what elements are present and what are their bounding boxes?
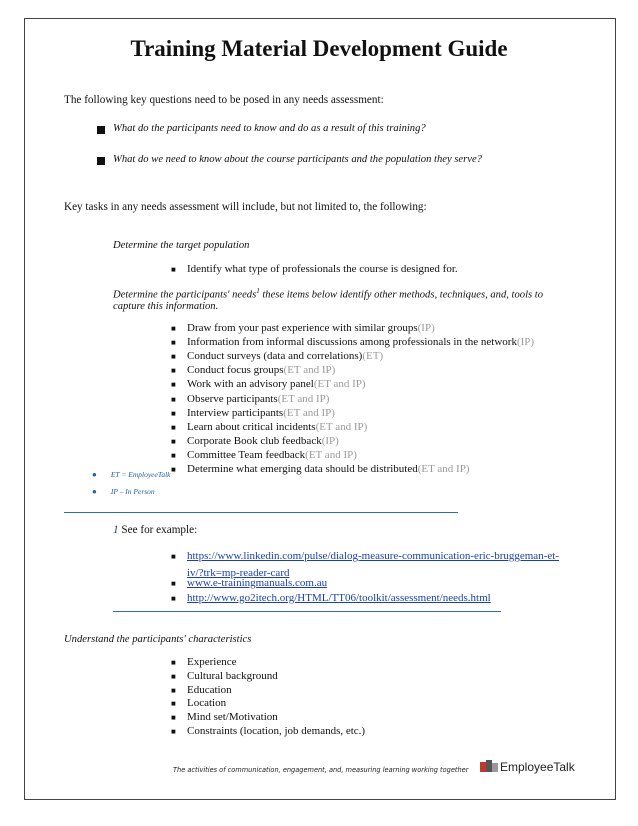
list-item (171, 463, 469, 475)
legend-text: IP – In Person (110, 487, 155, 496)
employeetalk-logo-icon (480, 760, 498, 774)
characteristics-heading: Understand the participants' characteristics (64, 634, 252, 645)
list-item-text: Work with an advisory panel (187, 378, 314, 391)
dot-bullet-icon: ● (92, 470, 97, 479)
method-tag: (IP) (516, 336, 535, 349)
needs-heading-a: Determine the participants' needs (113, 289, 257, 301)
list-item (171, 378, 366, 390)
list-item (171, 725, 365, 737)
go2itech-link[interactable]: http://www.go2itech.org/HTML/TT06/toolkit/assessment/needs.html (187, 592, 491, 604)
page-title: Training Material Development Guide (130, 36, 508, 61)
list-item (171, 449, 357, 461)
list-item (171, 697, 226, 709)
question-2: What do we need to know about the course participants and the population they serve? (113, 154, 482, 165)
method-tag: (ET) (362, 350, 384, 363)
list-item-text: Location (187, 697, 227, 710)
list-item (171, 421, 367, 433)
list-item-text: Identify what type of professionals the course is designed for. (187, 263, 458, 275)
list-item (171, 350, 383, 362)
list-item (171, 435, 339, 447)
link-item[interactable] (171, 577, 327, 589)
list-item (171, 364, 335, 376)
list-item-text: Mind set/Motivation (187, 711, 278, 724)
footnote-label (113, 524, 197, 536)
list-item-text: Experience (187, 656, 237, 668)
square-bullet-icon: ■ (171, 352, 176, 362)
divider-rule (64, 512, 458, 513)
legend-item (92, 481, 155, 499)
method-tag: (IP) (321, 434, 339, 447)
square-bullet-icon: ■ (171, 699, 176, 709)
square-bullet-icon (97, 157, 105, 165)
list-item-text: Constraints (location, job demands, etc.) (187, 725, 366, 737)
method-tag: (ET and IP) (305, 448, 357, 461)
needs-heading (113, 287, 543, 301)
list-item (171, 711, 278, 723)
list-item-text: Conduct surveys (data and correlations) (187, 350, 363, 363)
linkedin-link-cont[interactable]: iv/?trk=mp-reader-card (187, 567, 290, 579)
method-tag: (ET and IP) (313, 378, 366, 391)
square-bullet-icon: ■ (171, 366, 176, 376)
footnote-ref: 1 (256, 287, 260, 295)
legend-text: ET = EmployeeTalk (110, 470, 171, 479)
square-bullet-icon (97, 126, 105, 134)
list-item-text: Determine what emerging data should be distributed (187, 463, 418, 475)
method-tag: (ET and IP) (315, 420, 368, 433)
list-item-text: Education (187, 683, 232, 696)
intro-text: The following key questions need to be posed in any needs assessment: (64, 94, 384, 106)
etraining-link[interactable]: www.e-trainingmanuals.com.au (187, 577, 328, 589)
square-bullet-icon: ■ (171, 594, 176, 603)
square-bullet-icon: ■ (171, 338, 176, 348)
square-bullet-icon: ■ (171, 465, 176, 474)
square-bullet-icon: ■ (171, 552, 176, 561)
square-bullet-icon: ■ (171, 408, 176, 418)
square-bullet-icon: ■ (171, 422, 176, 432)
list-item-text: Cultural background (187, 669, 278, 682)
footnote-label-text: See for example: (118, 524, 198, 536)
list-item (171, 656, 236, 668)
list-item-text: Information from informal discussions among professionals in the network (187, 336, 517, 349)
list-item-text: Draw from your past experience with similar groups (187, 322, 418, 334)
footnote-number: 1 (113, 524, 119, 536)
square-bullet-icon: ■ (171, 658, 176, 667)
list-item-text: Interview participants (187, 406, 284, 419)
list-item (171, 263, 458, 275)
list-item (171, 684, 232, 696)
target-heading: Determine the target population (113, 240, 250, 251)
list-item-text: Learn about critical incidents (187, 420, 316, 433)
square-bullet-icon: ■ (171, 324, 176, 333)
list-item (171, 407, 335, 419)
list-item-text: Conduct focus groups (187, 364, 284, 377)
method-tag: (ET and IP) (283, 364, 336, 377)
method-tag: (ET and IP) (277, 392, 330, 405)
question-1: What do the participants need to know and do as a result of this training? (113, 123, 426, 134)
logo-text: EmployeeTalk (500, 760, 575, 774)
square-bullet-icon: ■ (171, 727, 176, 736)
square-bullet-icon: ■ (171, 579, 176, 588)
link-item[interactable] (171, 592, 491, 604)
list-item-text: Corporate Book club feedback (187, 434, 322, 447)
list-item (171, 336, 534, 348)
method-tag: (IP) (417, 322, 435, 334)
footer-text: The activities of communication, engagement, and, measuring learning working together (173, 766, 469, 774)
dot-bullet-icon: ● (92, 487, 97, 496)
square-bullet-icon: ■ (171, 380, 176, 390)
list-item (171, 322, 435, 334)
square-bullet-icon: ■ (171, 713, 176, 723)
logo (480, 760, 575, 774)
square-bullet-icon: ■ (171, 671, 176, 681)
linkedin-link[interactable]: https://www.linkedin.com/pulse/dialog-measure-communication-eric-bruggeman-et- (187, 550, 559, 562)
key-tasks-text: Key tasks in any needs assessment will include, but not limited to, the following: (64, 201, 427, 213)
link-item[interactable] (171, 550, 559, 562)
list-item-text: Observe participants (187, 392, 278, 405)
square-bullet-icon: ■ (171, 450, 176, 460)
list-item (171, 670, 278, 682)
needs-heading-b: these items below identify other methods, techniques, and, tools to (259, 289, 544, 301)
square-bullet-icon: ■ (171, 436, 176, 446)
needs-heading-c: capture this information. (113, 301, 219, 312)
square-bullet-icon: ■ (171, 265, 176, 274)
divider-rule (113, 611, 501, 612)
square-bullet-icon: ■ (171, 394, 176, 404)
list-item-text: Committee Team feedback (187, 448, 306, 461)
list-item (171, 393, 329, 405)
legend-item (92, 464, 171, 482)
square-bullet-icon: ■ (171, 685, 176, 695)
method-tag: (ET and IP) (283, 406, 335, 419)
method-tag: (ET and IP) (417, 463, 470, 475)
